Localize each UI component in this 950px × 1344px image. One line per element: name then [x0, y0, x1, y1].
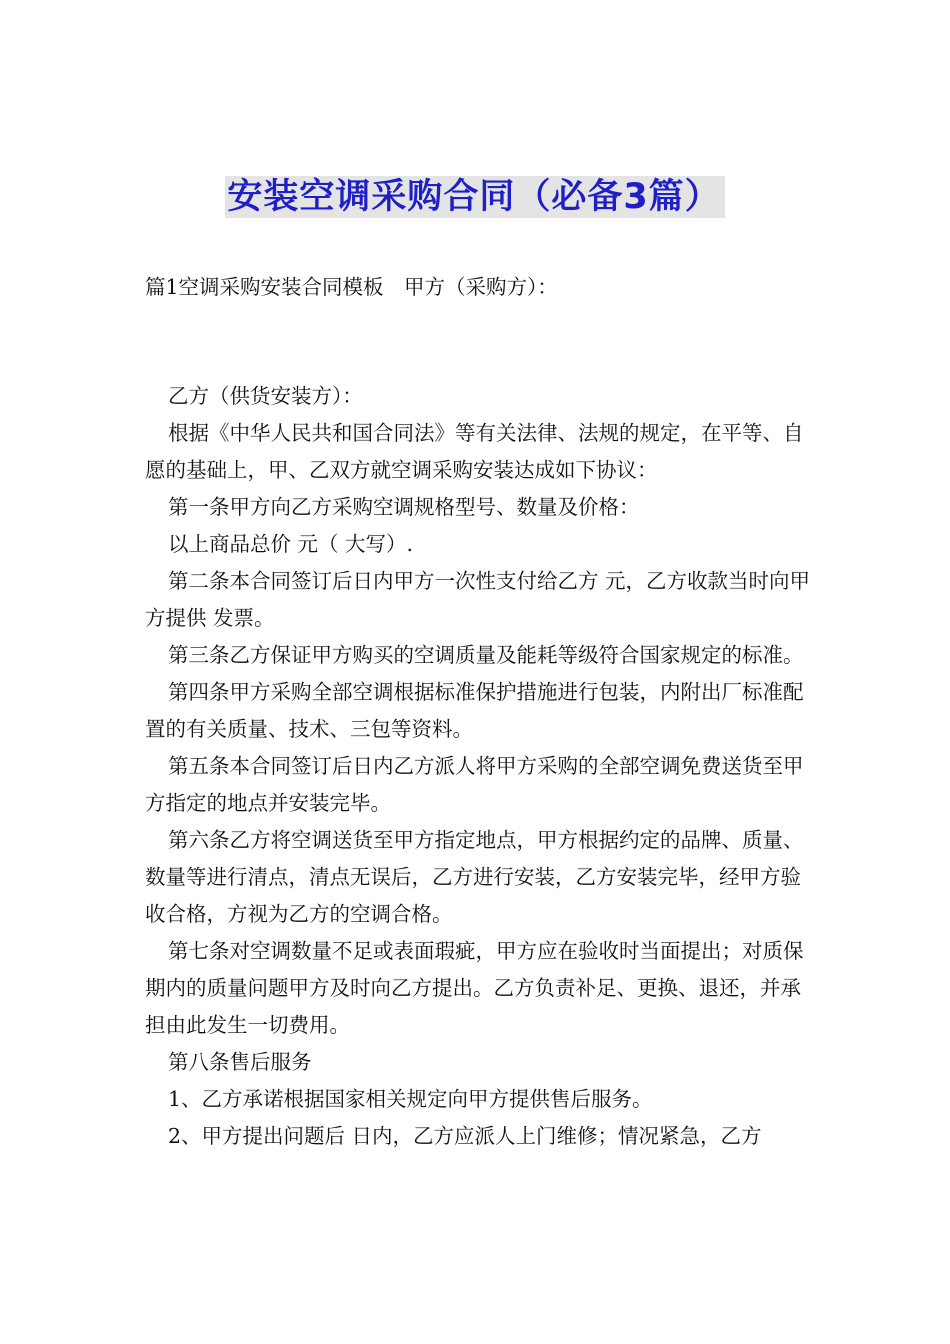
paragraph: 以上商品总价 元（ 大写）.	[168, 532, 414, 556]
paragraph: 第二条本合同签订后日内甲方一次性支付给乙方 元，乙方收款当时向甲方提供 发票。	[145, 569, 811, 630]
paragraph: 第四条甲方采购全部空调根据标准保护措施进行包装，内附出厂标准配置的有关质量、技术、三包等资料。	[145, 680, 804, 741]
paragraph: 第一条甲方向乙方采购空调规格型号、数量及价格：	[168, 495, 640, 519]
paragraph: 2、甲方提出问题后 日内，乙方应派人上门维修；情况紧急，乙方	[168, 1124, 762, 1148]
paragraph: 根据《中华人民共和国合同法》等有关法律、法规的规定，在平等、自愿的基础上，甲、乙双方就空调采购安装达成如下协议：	[145, 421, 804, 482]
paragraph: 乙方（供货安装方）：	[168, 384, 363, 408]
paragraph: 第三条乙方保证甲方购买的空调质量及能耗等级符合国家规定的标准。	[168, 643, 804, 667]
paragraph: 第七条对空调数量不足或表面瑕疵，甲方应在验收时当面提出；对质保期内的质量问题甲方及时向乙方提出。乙方负责补足、更换、退还，并承担由此发生一切费用。	[145, 939, 804, 1037]
paragraph: 1、乙方承诺根据国家相关规定向甲方提供售后服务。	[168, 1087, 653, 1111]
intro-line: 篇1空调采购安装合同模板 甲方（采购方）：	[145, 275, 558, 299]
contract-body	[145, 378, 820, 1155]
paragraph: 第八条售后服务	[168, 1050, 312, 1074]
paragraph: 第六条乙方将空调送货至甲方指定地点，甲方根据约定的品牌、质量、数量等进行清点，清点无误后，乙方进行安装，乙方安装完毕，经甲方验收合格，方视为乙方的空调合格。	[145, 828, 804, 926]
document-title: 安装空调采购合同（必备3篇）	[225, 176, 724, 218]
intro-block	[145, 269, 820, 306]
paragraph: 第五条本合同签订后日内乙方派人将甲方采购的全部空调免费送货至甲方指定的地点并安装完毕。	[145, 754, 804, 815]
title-wrap	[0, 176, 950, 218]
